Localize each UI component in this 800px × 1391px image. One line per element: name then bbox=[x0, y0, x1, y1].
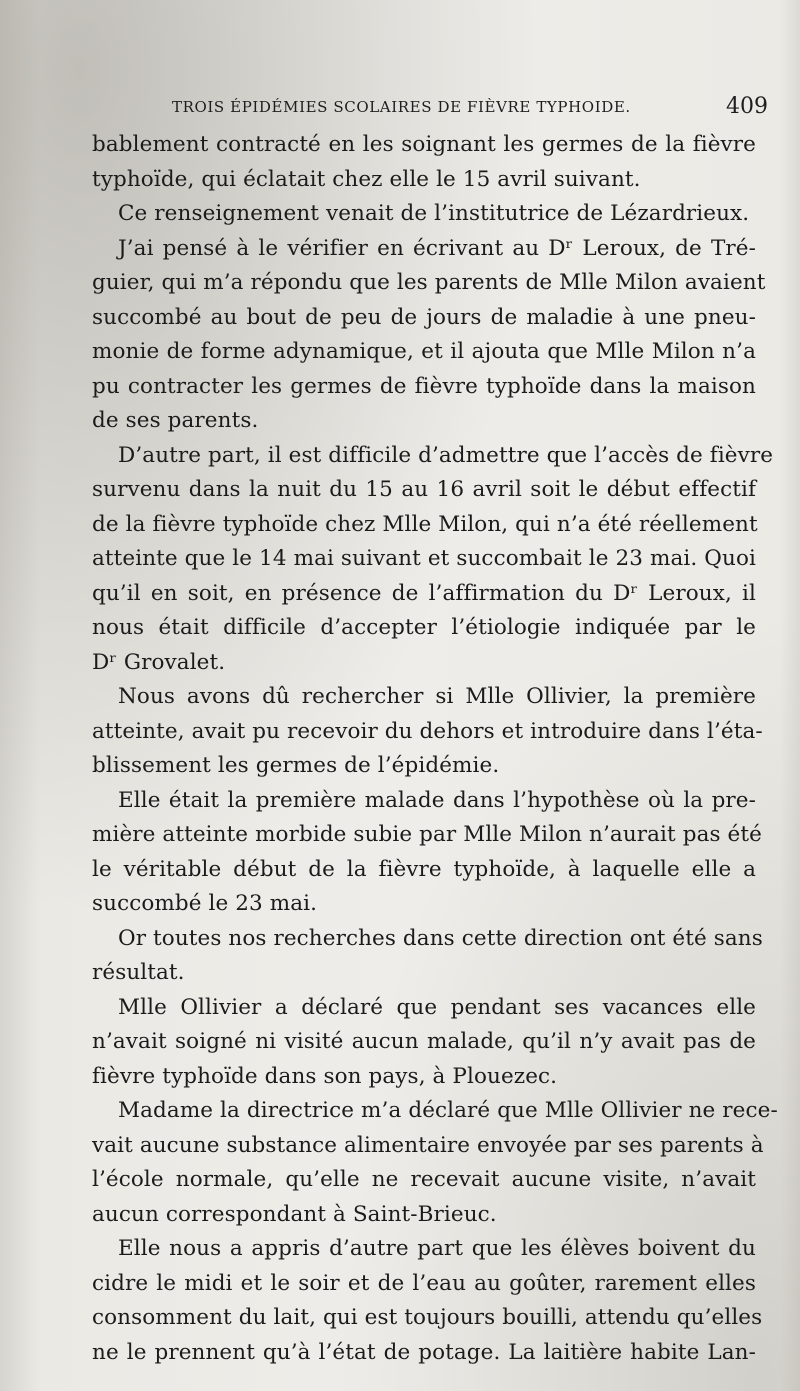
text-line: cidre le midi et le soir et de l’eau au goûter, rarement elles bbox=[92, 1270, 756, 1296]
text-line: de la fièvre typhoïde chez Mlle Milon, qui n’a été réellement bbox=[92, 511, 758, 537]
text-line: atteinte que le 14 mai suivant et succombait le 23 mai. Quoi bbox=[92, 546, 756, 571]
text-line: qu’il en soit, en présence de l’affirmation du Dʳ Leroux, il bbox=[92, 580, 756, 606]
text-line: nous était difficile d’accepter l’étiologie indiquée par le bbox=[92, 615, 756, 640]
text-line: résultat. bbox=[92, 960, 185, 985]
text-line: J’ai pensé à le vérifier en écrivant au Dʳ Leroux, de Tré- bbox=[118, 235, 756, 261]
text-line: bablement contracté en les soignant les germes de la fièvre bbox=[92, 132, 756, 157]
text-line: Mlle Ollivier a déclaré que pendant ses vacances elle bbox=[118, 994, 756, 1020]
text-line: Madame la directrice m’a déclaré que Mlle Ollivier ne rece- bbox=[118, 1098, 778, 1123]
text-line: D’autre part, il est difficile d’admettre que l’accès de fièvre bbox=[118, 442, 774, 468]
text-line: atteinte, avait pu recevoir du dehors et introduire dans l’éta- bbox=[92, 718, 763, 744]
text-line: aucun correspondant à Saint-Brieuc. bbox=[92, 1201, 497, 1227]
page-number: 409 bbox=[726, 94, 768, 119]
text-line: typhoïde, qui éclatait chez elle le 15 avril suivant. bbox=[92, 166, 641, 192]
text-line: Or toutes nos recherches dans cette direction ont été sans bbox=[118, 925, 763, 951]
text-line: Nous avons dû rechercher si Mlle Ollivier, la première bbox=[118, 684, 756, 709]
text-line: survenu dans la nuit du 15 au 16 avril soit le début effectif bbox=[92, 477, 756, 502]
running-title: TROIS ÉPIDÉMIES SCOLAIRES DE FIÈVRE TYPHOIDE. bbox=[172, 98, 631, 116]
text-line: Ce renseignement venait de l’institutrice de Lézardrieux. bbox=[118, 201, 750, 226]
running-head bbox=[172, 96, 768, 120]
body-text bbox=[92, 128, 778, 1370]
text-line: mière atteinte morbide subie par Mlle Milon n’aurait pas été bbox=[92, 822, 762, 847]
text-line: le véritable début de la fièvre typhoïde, à laquelle elle a bbox=[92, 856, 756, 882]
text-line: consomment du lait, qui est toujours bouilli, attendu qu’elles bbox=[92, 1305, 763, 1330]
text-line: ne le prennent qu’à l’état de potage. La laitière habite Lan- bbox=[92, 1339, 756, 1365]
text-line: Elle nous a appris d’autre part que les élèves boivent du bbox=[118, 1236, 756, 1261]
text-line: succombé le 23 mai. bbox=[92, 891, 318, 916]
text-line: monie de forme adynamique, et il ajouta que Mlle Milon n’a bbox=[92, 339, 756, 364]
text-line: l’école normale, qu’elle ne recevait aucune visite, n’avait bbox=[92, 1167, 756, 1192]
text-line: vait aucune substance alimentaire envoyée par ses parents à bbox=[92, 1132, 764, 1158]
text-line: guier, qui m’a répondu que les parents de Mlle Milon avaient bbox=[92, 270, 766, 295]
text-line: Elle était la première malade dans l’hypothèse où la pre- bbox=[118, 787, 756, 813]
text-line: Dʳ Grovalet. bbox=[92, 649, 226, 675]
text-line: succombé au bout de peu de jours de maladie à une pneu- bbox=[92, 304, 756, 330]
text-line: pu contracter les germes de fièvre typhoïde dans la maison bbox=[92, 373, 756, 399]
text-line: de ses parents. bbox=[92, 408, 259, 433]
text-line: fièvre typhoïde dans son pays, à Plouezec. bbox=[92, 1063, 558, 1089]
text-line: n’avait soigné ni visité aucun malade, qu’il n’y avait pas de bbox=[92, 1029, 756, 1054]
text-line: blissement les germes de l’épidémie. bbox=[92, 753, 500, 778]
